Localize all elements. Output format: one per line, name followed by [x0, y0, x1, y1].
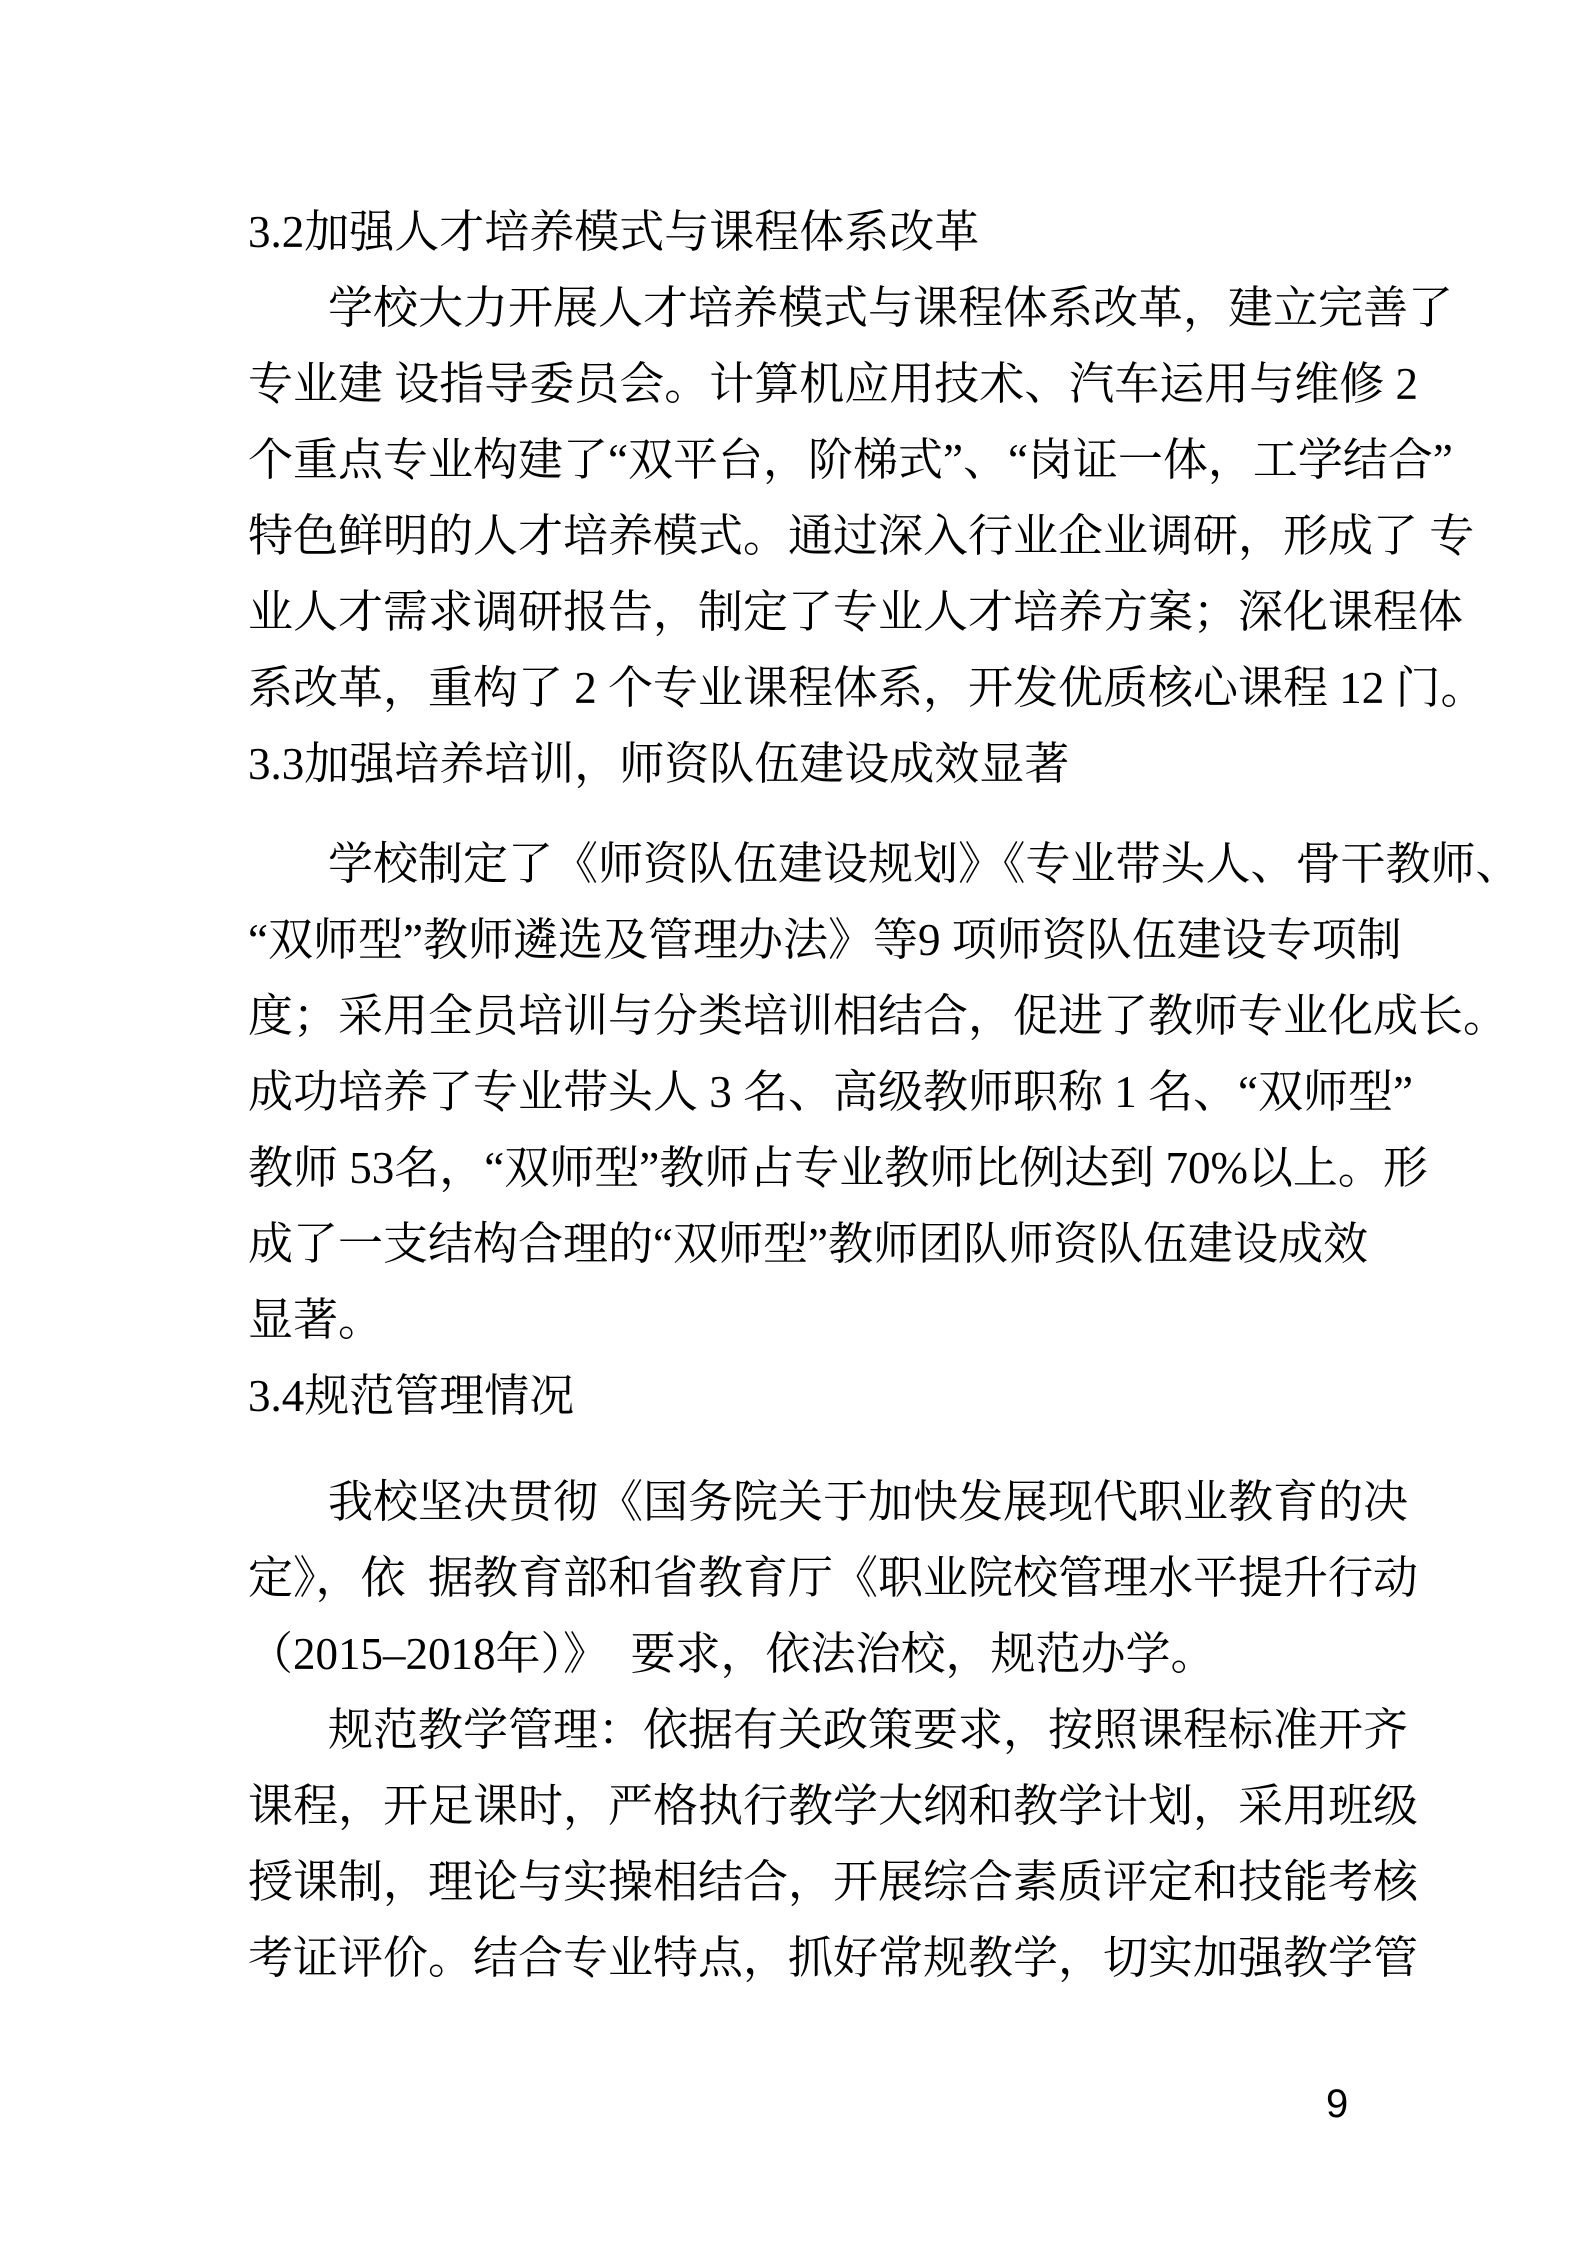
- paragraph-line: 特色鲜明的人才培养模式。通过深入行业企业调研，形成了 专: [248, 511, 1475, 561]
- paragraph-line: 学校制定了《师资队伍建设规划》《专业带头人、骨干教师、: [328, 839, 1521, 889]
- paragraph-line: 业人才需求调研报告，制定了专业人才培养方案；深化课程体: [248, 587, 1464, 637]
- paragraph-line: 规范教学管理：依据有关政策要求，按照课程标准开齐: [328, 1705, 1409, 1755]
- page-number: 9: [1326, 2082, 1349, 2126]
- paragraph-line: “双师型”教师遴选及管理办法》等9 项师资队伍建设专项制: [248, 915, 1402, 965]
- section-heading-3-4: 3.4规范管理情况: [248, 1371, 575, 1421]
- paragraph-line: （2015–2018年）》 要求，依法治校，规范办学。: [248, 1629, 1216, 1679]
- paragraph-line: 成功培养了专业带头人 3 名、高级教师职称 1 名、“双师型”: [248, 1067, 1413, 1117]
- paragraph-line: 系改革，重构了 2 个专业课程体系，开发优质核心课程 12 门。: [248, 663, 1486, 713]
- paragraph-line: 考证评价。结合专业特点，抓好常规教学，切实加强教学管: [248, 1933, 1419, 1983]
- paragraph-line: 定》，依 据教育部和省教育厅《职业院校管理水平提升行动: [248, 1553, 1419, 1603]
- page-content: [248, 194, 1521, 1996]
- section-heading-3-3: 3.3加强培养培训，师资队伍建设成效显著: [248, 739, 1070, 789]
- section-heading-3-2: 3.2加强人才培养模式与课程体系改革: [248, 207, 980, 257]
- paragraph-line: 成了一支结构合理的“双师型”教师团队师资队伍建设成效: [248, 1219, 1368, 1269]
- paragraph-line: 度；采用全员培训与分类培训相结合，促进了教师专业化成长。: [248, 991, 1509, 1041]
- paragraph-line: 专业建 设指导委员会。计算机应用技术、汽车运用与维修 2: [248, 359, 1419, 409]
- paragraph-line: 显著。: [248, 1295, 384, 1345]
- paragraph-line: 授课制，理论与实操相结合，开展综合素质评定和技能考核: [248, 1857, 1419, 1907]
- paragraph-line: 课程，开足课时，严格执行教学大纲和教学计划，采用班级: [248, 1781, 1419, 1831]
- paragraph-line: 教师 53名，“双师型”教师占专业教师比例达到 70%以上。形: [248, 1143, 1428, 1193]
- paragraph-line: 个重点专业构建了“双平台，阶梯式”、“岗证一体，工学结合”: [248, 435, 1453, 485]
- paragraph-line: 学校大力开展人才培养模式与课程体系改革，建立完善了: [328, 283, 1454, 333]
- paragraph-line: 我校坚决贯彻《国务院关于加快发展现代职业教育的决: [328, 1477, 1409, 1527]
